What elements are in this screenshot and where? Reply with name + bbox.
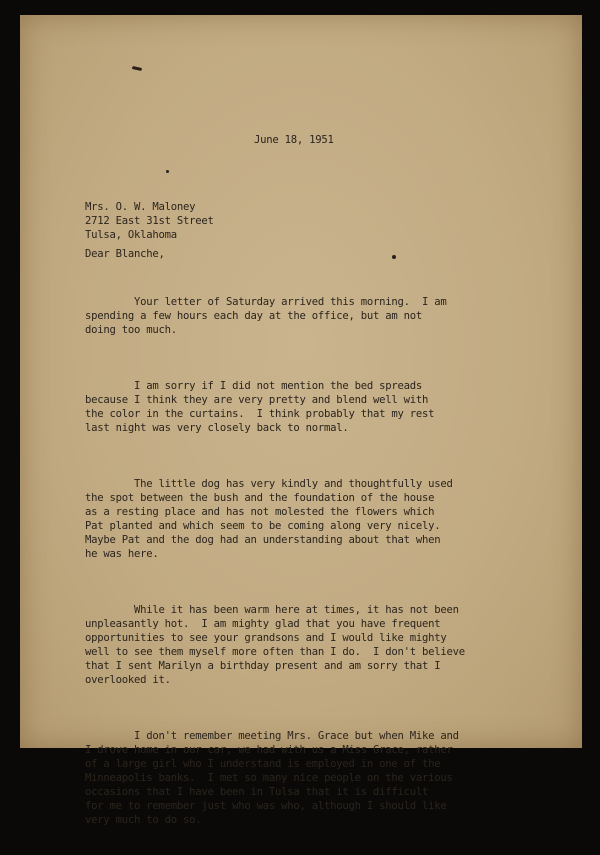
- address-line: Mrs. O. W. Maloney: [85, 201, 196, 213]
- ink-speck: [132, 66, 142, 71]
- body-paragraph: The little dog has very kindly and thoughtfully used the spot between the bush and the foundation of the house as a resting place and has not molested the flowers which Pat planted and which seem to be coming along very nicely. Maybe Pat and the dog had an understanding about that when he was here.: [85, 478, 453, 560]
- address-line: Tulsa, Oklahoma: [85, 229, 177, 241]
- ink-speck: [166, 170, 169, 173]
- recipient-address: [85, 200, 214, 242]
- ink-speck: [392, 255, 396, 259]
- letter-date: June 18, 1951: [254, 134, 334, 146]
- body-paragraph: I am sorry if I did not mention the bed spreads because I think they are very pretty and blend well with the color in the curtains. I think probably that my rest last night was very closely back to normal.: [85, 380, 435, 434]
- letter-page: [20, 15, 582, 826]
- body-paragraph: While it has been warm here at times, it has not been unpleasantly hot. I am mighty glad that you have frequent opportunities to see your grandsons and I would like mighty well to see them myself more often than I do. I don't believe that I sent Marilyn a birthday present and am sorry that I overlooked it.: [85, 604, 465, 686]
- body-paragraph: I don't remember meeting Mrs. Grace but when Mike and I drove home in our car, we had with us a Miss Grace, rather of a large girl who I understand is employed in one of the Minneapolis banks. I met so many nice people on the various occasions that I have been in Tulsa that it is difficult for me to remember just who was who, although I should like very much to do so.: [85, 730, 459, 826]
- body-paragraph: Your letter of Saturday arrived this morning. I am spending a few hours each day at the office, but am not doing too much.: [85, 296, 447, 336]
- address-line: 2712 East 31st Street: [85, 215, 214, 227]
- salutation: Dear Blanche,: [85, 248, 165, 260]
